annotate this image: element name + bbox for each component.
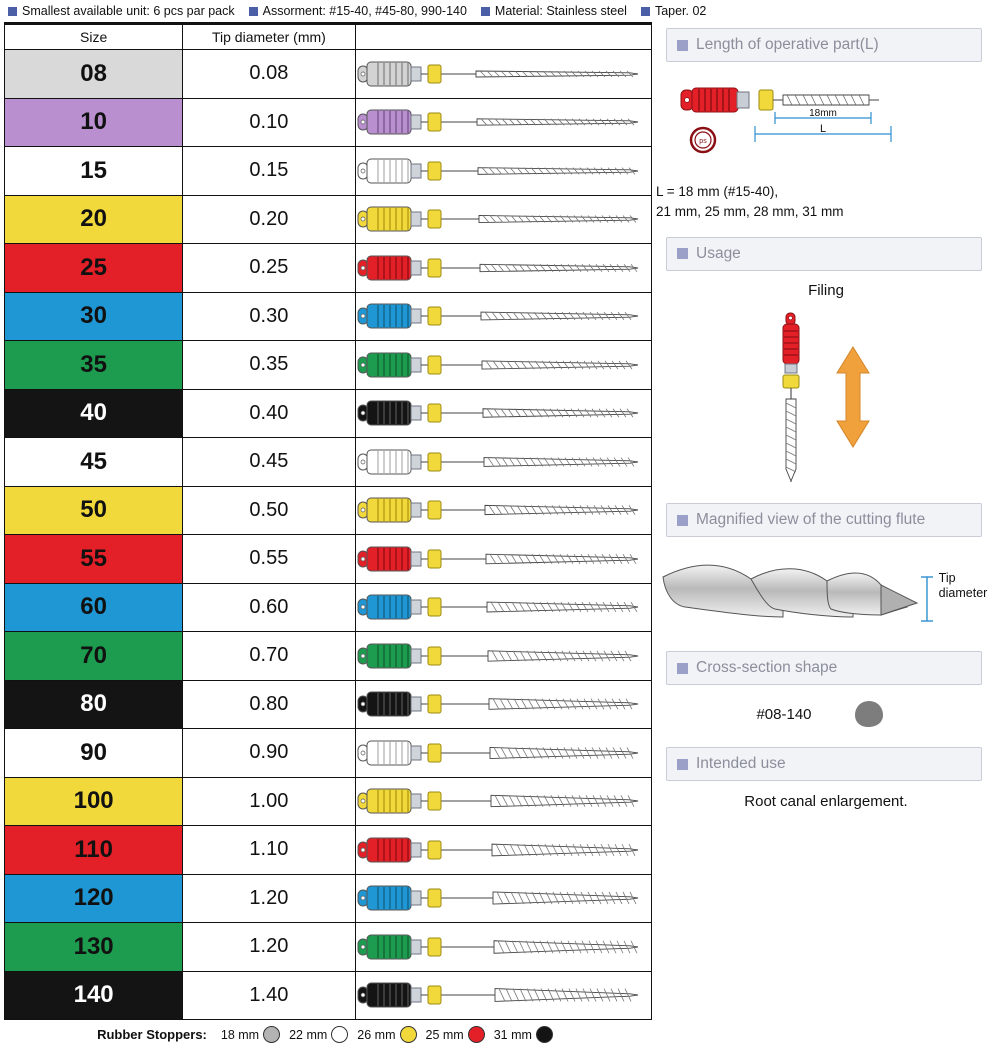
table-row: [5, 98, 652, 147]
stopper-legend-item: [426, 1026, 485, 1043]
cell-tip-diameter: 0.90: [183, 729, 355, 778]
stopper-color-dot: [468, 1026, 485, 1043]
cell-size: 70: [5, 632, 183, 681]
cell-size: 80: [5, 680, 183, 729]
panel-title: Length of operative part(L): [696, 36, 879, 53]
panel-title: Magnified view of the cutting flute: [696, 511, 926, 529]
cell-size: 110: [5, 826, 183, 875]
col-header-size: Size: [5, 24, 183, 50]
tip-diameter-line1: Tip: [938, 571, 956, 586]
cell-size: 130: [5, 923, 183, 972]
cell-tip-diameter: 0.50: [183, 486, 355, 535]
table-row: [5, 874, 652, 923]
file-drawing: [356, 875, 648, 921]
usage-diagram: [650, 307, 992, 497]
cell-tip-diameter: 0.80: [183, 680, 355, 729]
sizes-section: [0, 22, 650, 1043]
file-drawing: [356, 827, 648, 873]
cell-file-illustration: [355, 632, 651, 681]
usage-diagram-svg: [691, 307, 951, 497]
cross-section-shape-icon: [852, 699, 886, 729]
cell-file-illustration: [355, 777, 651, 826]
table-row: [5, 195, 652, 244]
spec-text: Taper. 02: [654, 4, 707, 18]
table-row: [5, 777, 652, 826]
cell-size: 10: [5, 98, 183, 147]
spec-text: Smallest available unit: 6 pcs par pack: [22, 4, 235, 18]
cross-section-row: [650, 699, 992, 729]
cell-file-illustration: [355, 292, 651, 341]
stopper-length-label: 25 mm: [425, 1027, 464, 1042]
cell-file-illustration: [355, 729, 651, 778]
bullet-square-icon: [8, 7, 17, 16]
file-drawing: [356, 293, 648, 339]
flute-diagram: [650, 547, 992, 637]
sizes-table: [4, 22, 652, 1020]
cell-tip-diameter: 0.08: [183, 50, 355, 99]
cell-file-illustration: [355, 244, 651, 293]
cell-file-illustration: [355, 680, 651, 729]
spec-item-taper: [641, 4, 706, 18]
tip-diameter-line2: diameter: [938, 585, 988, 600]
cell-size: 60: [5, 583, 183, 632]
panel-title: Cross-section shape: [696, 659, 838, 677]
file-drawing: [356, 439, 648, 485]
cell-file-illustration: [355, 535, 651, 584]
cell-size: 30: [5, 292, 183, 341]
table-row: [5, 826, 652, 875]
file-drawing: [356, 536, 648, 582]
panel-title: Intended use: [696, 755, 786, 773]
cell-file-illustration: [355, 147, 651, 196]
file-drawing: [356, 51, 648, 97]
spec-item-unit: [8, 4, 235, 18]
stopper-length-label: 18 mm: [220, 1027, 260, 1042]
bullet-square-icon: [249, 7, 258, 16]
panel-header-length: [666, 28, 982, 62]
file-drawing: [356, 196, 648, 242]
cell-tip-diameter: 0.40: [183, 389, 355, 438]
table-row: [5, 923, 652, 972]
flute-diagram-svg: [655, 547, 955, 637]
table-row: [5, 244, 652, 293]
table-row: [5, 389, 652, 438]
cell-file-illustration: [355, 923, 651, 972]
cell-file-illustration: [355, 826, 651, 875]
table-row: [5, 583, 652, 632]
stopper-legend-item: [221, 1026, 280, 1043]
length-diagram-svg: [671, 62, 971, 172]
col-header-file: [355, 24, 651, 50]
stopper-color-dot: [263, 1026, 280, 1043]
cell-file-illustration: [355, 486, 651, 535]
file-drawing: [356, 148, 648, 194]
svg-text:18mm: 18mm: [809, 108, 837, 119]
cell-size: 35: [5, 341, 183, 390]
stopper-length-label: 31 mm: [493, 1027, 532, 1042]
svg-text:ps: ps: [699, 138, 707, 145]
stopper-color-dot: [331, 1026, 348, 1043]
panel-bullet-icon: [677, 248, 688, 259]
cell-file-illustration: [355, 389, 651, 438]
intended-use-value: Root canal enlargement.: [744, 793, 908, 811]
cross-section-range: #08-140: [756, 705, 812, 723]
stopper-color-dot: [536, 1026, 553, 1043]
table-row: [5, 486, 652, 535]
cell-tip-diameter: 0.30: [183, 292, 355, 341]
spec-item-material: [481, 4, 627, 18]
cell-tip-diameter: 0.35: [183, 341, 355, 390]
file-drawing: [356, 778, 648, 824]
table-row: [5, 147, 652, 196]
svg-text:L: L: [819, 123, 827, 135]
table-header-row: [5, 24, 652, 50]
cell-tip-diameter: 1.20: [183, 874, 355, 923]
cell-file-illustration: [355, 195, 651, 244]
cell-file-illustration: [355, 50, 651, 99]
cell-tip-diameter: 0.15: [183, 147, 355, 196]
cell-size: 120: [5, 874, 183, 923]
cell-file-illustration: [355, 583, 651, 632]
stopper-legend-item: [289, 1026, 348, 1043]
file-drawing: [356, 245, 648, 291]
file-drawing: [356, 390, 648, 436]
file-drawing: [356, 342, 648, 388]
cell-size: 140: [5, 971, 183, 1020]
cell-tip-diameter: 0.25: [183, 244, 355, 293]
panel-header-cross-section: [666, 651, 982, 685]
cell-size: 20: [5, 195, 183, 244]
cell-file-illustration: [355, 971, 651, 1020]
cell-file-illustration: [355, 874, 651, 923]
cell-file-illustration: [355, 438, 651, 487]
cell-size: 25: [5, 244, 183, 293]
panel-header-magnified: [666, 503, 982, 537]
table-row: [5, 341, 652, 390]
cell-size: 40: [5, 389, 183, 438]
col-header-tip-diameter: Tip diameter (mm): [183, 24, 355, 50]
cell-tip-diameter: 0.45: [183, 438, 355, 487]
cell-tip-diameter: 0.55: [183, 535, 355, 584]
panel-bullet-icon: [677, 759, 688, 770]
table-row: [5, 680, 652, 729]
panel-title: Usage: [696, 244, 741, 262]
panel-bullet-icon: [677, 40, 688, 51]
spec-item-assortment: [249, 4, 467, 18]
cell-tip-diameter: 1.00: [183, 777, 355, 826]
file-drawing: [356, 681, 648, 727]
cell-tip-diameter: 0.10: [183, 98, 355, 147]
file-drawing: [356, 924, 648, 970]
table-row: [5, 632, 652, 681]
specs-bar: [0, 0, 992, 22]
cell-size: 55: [5, 535, 183, 584]
file-drawing: [356, 99, 648, 145]
bullet-square-icon: [641, 7, 650, 16]
cell-tip-diameter: 1.40: [183, 971, 355, 1020]
stopper-length-label: 26 mm: [357, 1027, 396, 1042]
file-drawing: [356, 487, 648, 533]
file-drawing: [356, 730, 648, 776]
table-body: [5, 50, 652, 1020]
table-row: [5, 971, 652, 1020]
table-row: [5, 50, 652, 99]
cell-tip-diameter: 0.20: [183, 195, 355, 244]
cell-size: 100: [5, 777, 183, 826]
stopper-length-label: 22 mm: [289, 1027, 328, 1042]
cell-size: 08: [5, 50, 183, 99]
file-drawing: [356, 633, 648, 679]
tip-diameter-label: [939, 571, 988, 637]
rubber-stoppers-label: Rubber Stoppers:: [97, 1027, 207, 1042]
cell-tip-diameter: 1.10: [183, 826, 355, 875]
cell-tip-diameter: 1.20: [183, 923, 355, 972]
table-row: [5, 292, 652, 341]
length-diagram: [650, 62, 992, 172]
cell-tip-diameter: 0.70: [183, 632, 355, 681]
table-row: [5, 729, 652, 778]
file-drawing: [356, 972, 648, 1018]
info-panels: [650, 22, 992, 1043]
cell-size: 45: [5, 438, 183, 487]
cell-file-illustration: [355, 341, 651, 390]
stopper-color-dot: [400, 1026, 417, 1043]
cell-size: 90: [5, 729, 183, 778]
panel-header-usage: [666, 237, 982, 271]
cell-size: 15: [5, 147, 183, 196]
cell-tip-diameter: 0.60: [183, 583, 355, 632]
stopper-legend-item: [357, 1026, 416, 1043]
spec-text: Material: Stainless steel: [494, 4, 627, 18]
usage-value: Filing: [808, 281, 844, 299]
spec-text: Assorment: #15-40, #45-80, 990-140: [262, 4, 467, 18]
panel-bullet-icon: [677, 663, 688, 674]
cell-file-illustration: [355, 98, 651, 147]
file-drawing: [356, 584, 648, 630]
cell-size: 50: [5, 486, 183, 535]
length-note-line1: L = 18 mm (#15-40),: [656, 184, 779, 199]
panel-bullet-icon: [677, 515, 688, 526]
length-note: [656, 182, 992, 223]
table-row: [5, 535, 652, 584]
bullet-square-icon: [481, 7, 490, 16]
table-row: [5, 438, 652, 487]
panel-header-intended-use: [666, 747, 982, 781]
up-down-arrow-icon: [837, 347, 869, 447]
length-note-line2: 21 mm, 25 mm, 28 mm, 31 mm: [656, 204, 844, 220]
stopper-legend-item: [494, 1026, 553, 1043]
rubber-stoppers-legend: [0, 1026, 650, 1043]
